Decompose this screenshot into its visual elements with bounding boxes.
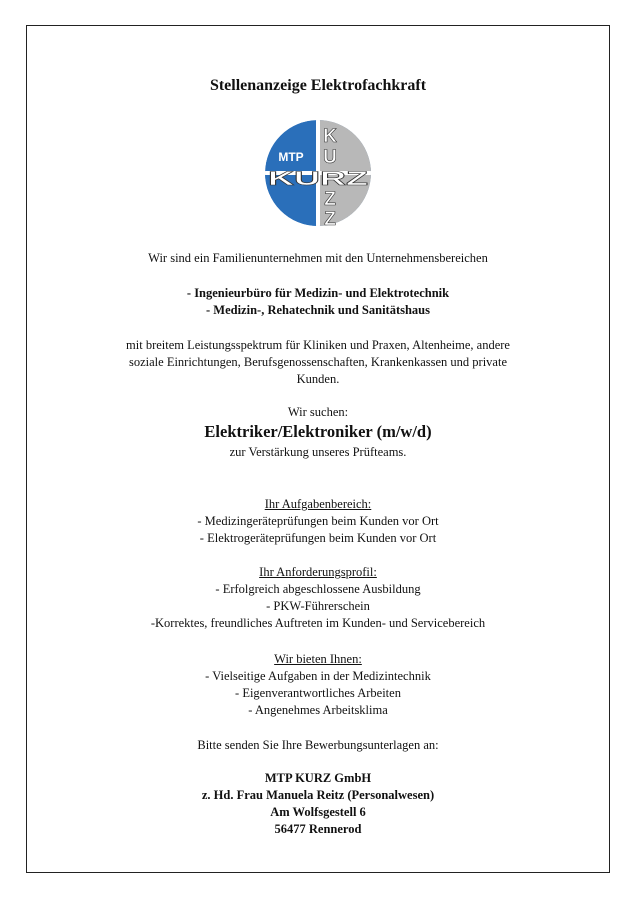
postal-city: 56477 Rennerod <box>274 822 362 836</box>
tasks-heading <box>26 497 610 512</box>
spectrum-text: Kunden. <box>296 372 340 386</box>
logo-letter-z: Z <box>324 189 336 210</box>
requirements-heading-text: Ihr Anforderungsprofil: <box>259 565 377 579</box>
job-purpose: zur Verstärkung unseres Prüfteams. <box>229 445 407 459</box>
logo-letter-u: U <box>323 147 337 168</box>
offer-heading <box>26 652 610 667</box>
division-item: - Ingenieurbüro für Medizin- und Elektrotechnik <box>186 286 450 300</box>
search-label: Wir suchen: <box>287 405 349 419</box>
tasks-heading-text: Ihr Aufgabenbereich: <box>264 497 372 511</box>
logo-letter-z2: Z <box>324 209 336 227</box>
offer-heading-text: Wir bieten Ihnen: <box>274 652 362 666</box>
logo-letter-k: K <box>323 126 337 147</box>
requirement-item: -Korrektes, freundliches Auftreten im Kunden- und Servicebereich <box>150 616 486 630</box>
intro-text: Wir sind ein Familienunternehmen mit den Unternehmensbereichen <box>148 251 488 265</box>
page-title: Stellenanzeige Elektrofachkraft <box>209 77 427 94</box>
offer-item: - Angenehmes Arbeitsklima <box>248 703 388 717</box>
company-logo <box>264 119 372 227</box>
division-item: - Medizin-, Rehatechnik und Sanitätshaus <box>206 303 430 317</box>
apply-text: Bitte senden Sie Ihre Bewerbungsunterlagen an: <box>197 738 439 752</box>
offer-item: - Vielseitige Aufgaben in der Medizintechnik <box>205 669 431 683</box>
offer-item: - Eigenverantwortliches Arbeiten <box>235 686 401 700</box>
task-item: - Medizingeräteprüfungen beim Kunden vor Ort <box>197 514 439 528</box>
job-position: Elektriker/Elektroniker (m/w/d) <box>204 422 432 441</box>
requirement-item: - PKW-Führerschein <box>266 599 370 613</box>
requirements-heading <box>26 565 610 580</box>
requirement-item: - Erfolgreich abgeschlossene Ausbildung <box>215 582 421 596</box>
task-item: - Elektrogeräteprüfungen beim Kunden vor Ort <box>199 531 437 545</box>
contact-person: z. Hd. Frau Manuela Reitz (Personalwesen) <box>201 788 435 802</box>
logo-mtp-text: MTP <box>278 150 304 164</box>
company-name: MTP KURZ GmbH <box>264 771 372 785</box>
spectrum-text: soziale Einrichtungen, Berufsgenossenschaften, Krankenkassen und private <box>128 355 507 369</box>
street-address: Am Wolfsgestell 6 <box>270 805 366 819</box>
logo-kurz-text: KURZ <box>268 169 369 190</box>
spectrum-text: mit breitem Leistungsspektrum für Kliniken und Praxen, Altenheime, andere <box>126 338 510 352</box>
